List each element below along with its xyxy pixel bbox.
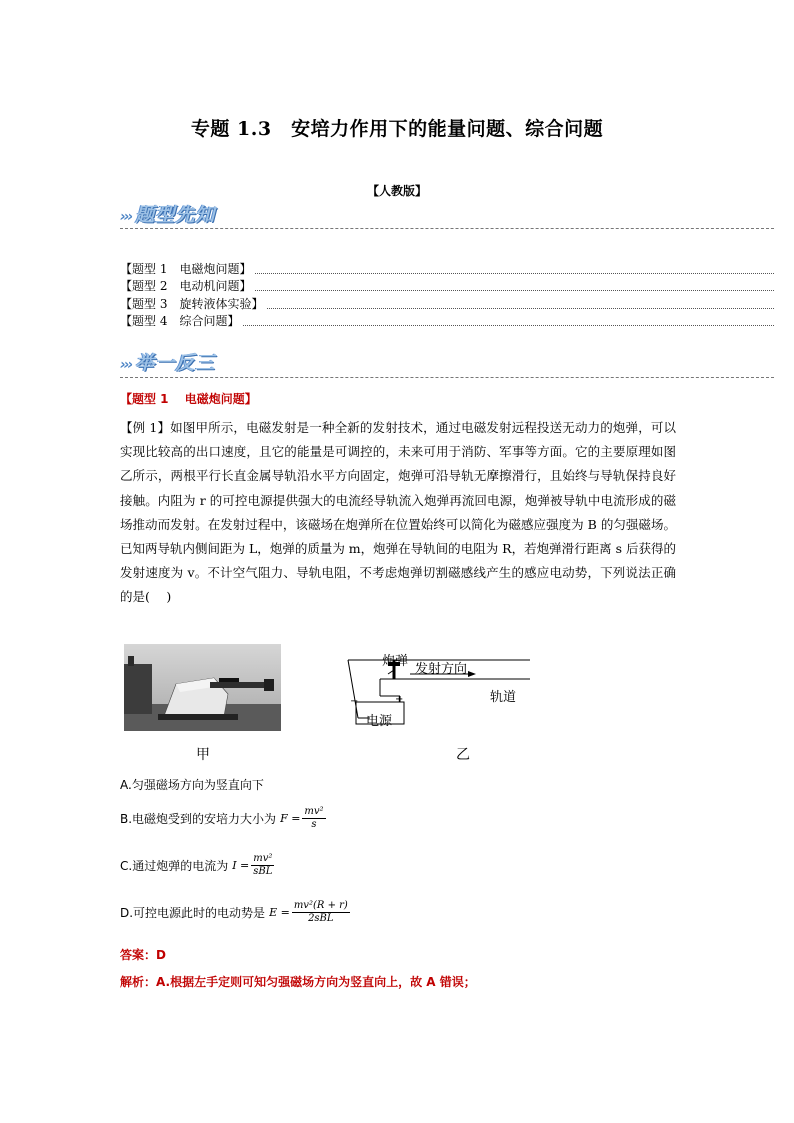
fraction-denominator: 2sBL xyxy=(308,913,334,924)
option-c[interactable] xyxy=(120,853,274,878)
toc-leader xyxy=(267,308,774,309)
toc-item-3[interactable] xyxy=(120,296,774,312)
banner-first xyxy=(120,200,215,227)
option-b[interactable] xyxy=(120,806,326,831)
toc-item-label: 【题型 2 电动机问题】 xyxy=(120,279,252,293)
caption-left: 甲 xyxy=(196,747,210,763)
option-c-lhs: I = xyxy=(232,859,250,872)
toc-item-label: 【题型 1 电磁炮问题】 xyxy=(120,262,252,276)
label-power-source: 电源 xyxy=(366,714,393,729)
fraction-numerator: mv²(R + r) xyxy=(293,900,348,911)
fraction-denominator: sBL xyxy=(253,866,273,877)
option-a-text: A.匀强磁场方向为竖直向下 xyxy=(120,778,264,792)
analysis-text: 解析：A.根据左手定则可知匀强磁场方向为竖直向上，故 A 错误； xyxy=(120,975,476,989)
banner-second xyxy=(120,348,215,375)
option-b-fraction xyxy=(302,806,325,831)
answer-text: 答案：D xyxy=(120,948,166,962)
banner-first-text: 题型先知 xyxy=(135,204,216,226)
arrow-icon: ››› xyxy=(120,357,132,373)
banner-second-text: 举一反三 xyxy=(135,352,216,374)
label-minus: − xyxy=(350,696,359,707)
question-text: 【例 1】如图甲所示，电磁发射是一种全新的发射技术，通过电磁发射远程投送无动力的炮弹，可以实现比较高的出口速度，且它的能量是可调控的，未来可用于消防、军事等方面。它的主要原理如图乙所示，两根平行长直金属导轨沿水平方向固定，炮弹可沿导轨无摩擦滑行，且始终与导轨保持良好接触。内阻为 r 的可控电源提供强大的电流经导轨流入炮弹再流回电源，炮弹被导轨中电流形成的磁场推动而发射。在发射过程中，该磁场在炮弹所在位置始终可以简化为磁感应强度为 B 的匀强磁场。已知两导轨内侧间距为 L，炮弹的质量为 m，炮弹在导轨间的电阻为 R，若炮弹滑行距离 s 后获得的发射速度为 v。不计空气阻力、导轨电阻，不考虑炮弹切割磁感线产生的感应电动势，下列说法正确的是( ) xyxy=(120,420,676,605)
label-track: 轨道 xyxy=(490,690,517,705)
toc-item-4[interactable] xyxy=(120,313,774,329)
label-direction: 发射方向 xyxy=(415,662,468,677)
railgun-photo xyxy=(124,644,281,731)
toc-item-label: 【题型 3 旋转液体实验】 xyxy=(120,297,264,311)
option-b-text: B.电磁炮受到的安培力大小为 xyxy=(120,812,277,826)
arrow-icon: ››› xyxy=(120,209,132,225)
label-projectile: 炮弹 xyxy=(382,654,409,669)
divider xyxy=(120,228,774,229)
section-label: 【题型 1 电磁炮问题】 xyxy=(120,392,257,406)
fraction-numerator: mv² xyxy=(304,806,324,817)
label-plus: + xyxy=(395,694,404,705)
toc-leader xyxy=(243,325,774,326)
option-b-lhs: F = xyxy=(280,812,301,825)
page-title: 专题 1.3 安培力作用下的能量问题、综合问题 xyxy=(190,118,604,140)
fraction-numerator: mv² xyxy=(253,853,273,864)
toc-item-1[interactable] xyxy=(120,261,774,277)
fraction-denominator: s xyxy=(311,819,317,830)
toc-item-2[interactable] xyxy=(120,278,774,294)
option-c-text: C.通过炮弹的电流为 xyxy=(120,859,229,873)
option-d[interactable] xyxy=(120,900,350,925)
option-d-text: D.可控电源此时的电动势是 xyxy=(120,906,266,920)
option-d-lhs: E = xyxy=(269,906,290,919)
edition-label: 【人教版】 xyxy=(366,184,427,198)
divider xyxy=(120,377,774,378)
toc-leader xyxy=(255,290,774,291)
caption-right: 乙 xyxy=(456,747,470,763)
option-c-fraction xyxy=(251,853,274,878)
toc-item-label: 【题型 4 综合问题】 xyxy=(120,314,240,328)
option-d-fraction xyxy=(292,900,350,925)
option-a[interactable] xyxy=(120,776,264,793)
toc-leader xyxy=(255,273,774,274)
